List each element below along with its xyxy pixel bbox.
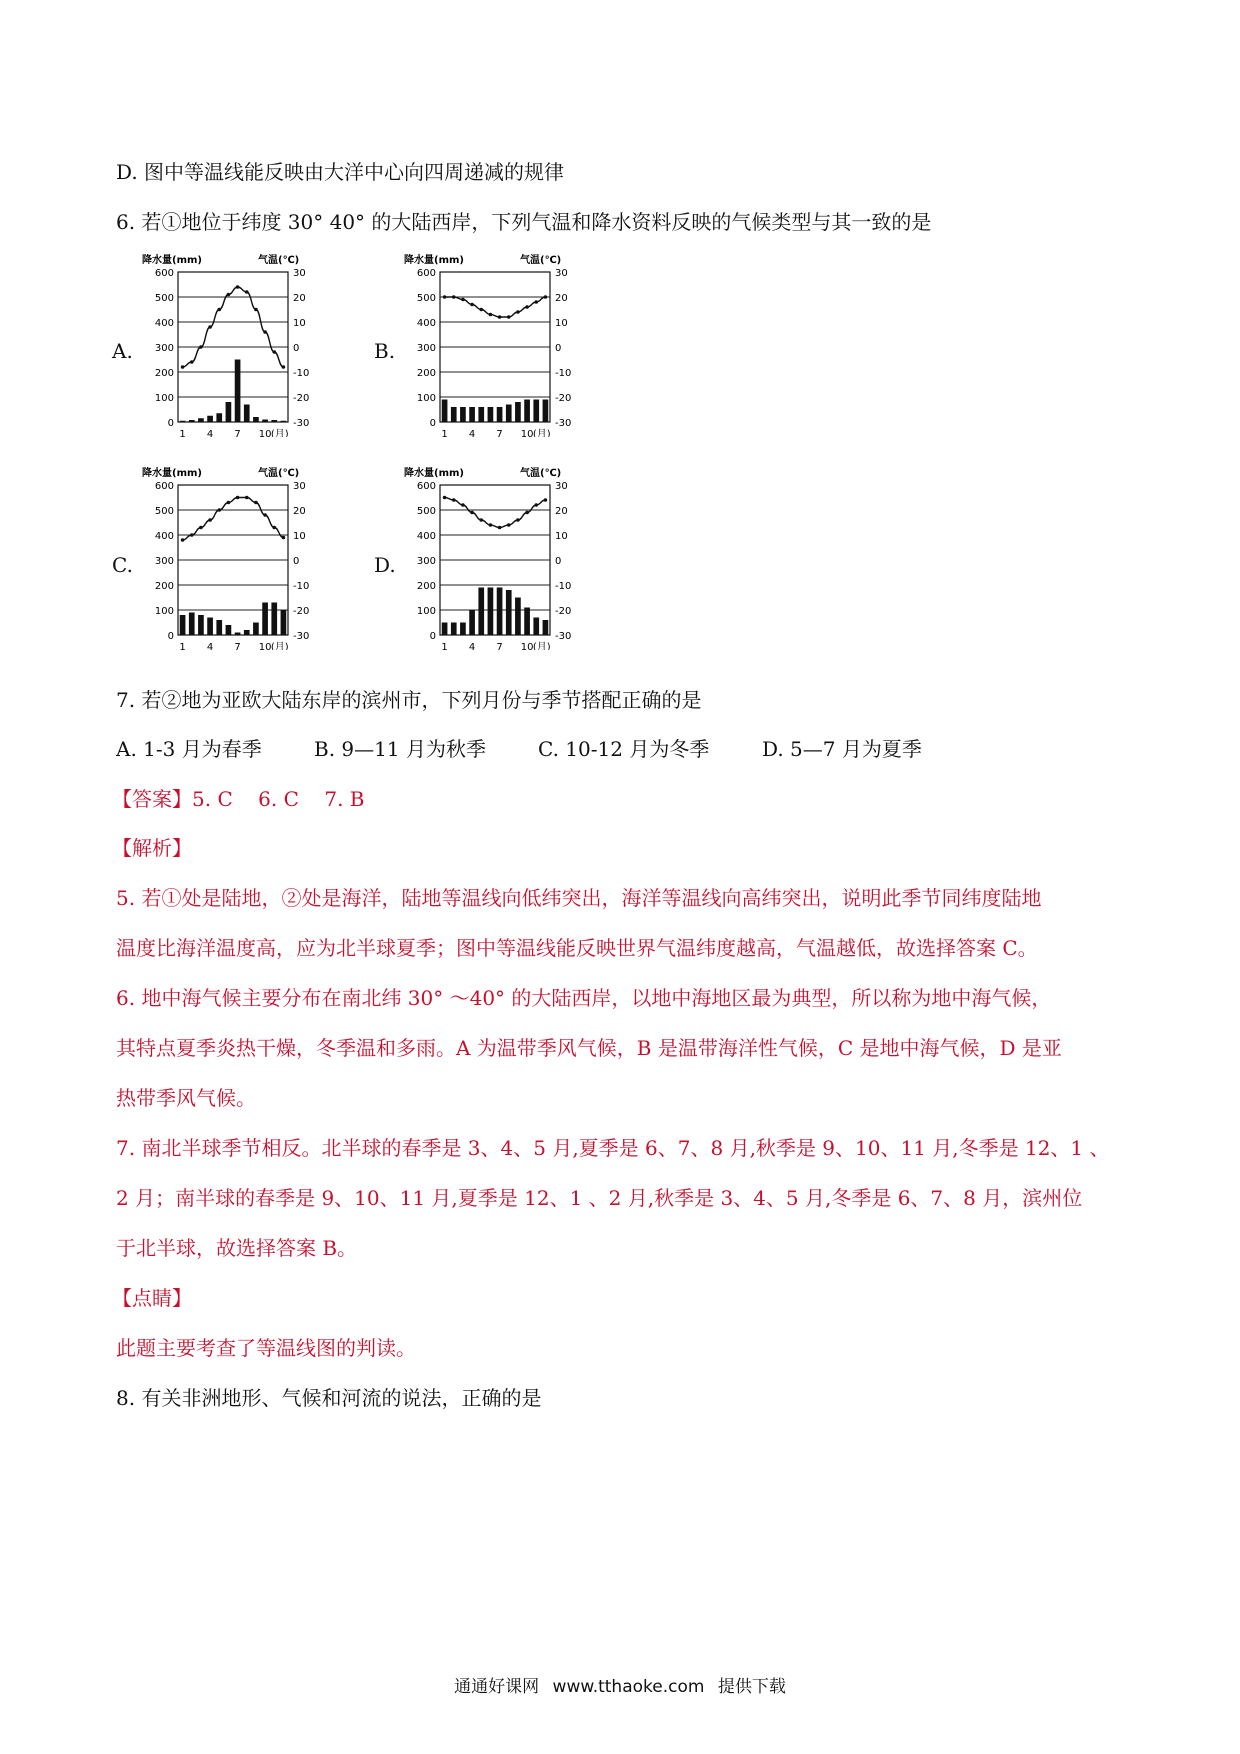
month-tick-label: 4 — [468, 642, 476, 650]
answer-line: 【答案】5. C 6. C 7. B — [112, 787, 365, 811]
month-tick-label: 10 — [520, 429, 534, 437]
precipitation-bar — [271, 420, 277, 422]
temperature-tick-label: 0 — [293, 343, 300, 354]
temperature-point — [263, 330, 267, 334]
temperature-point — [181, 365, 185, 369]
temperature-point — [544, 295, 548, 299]
page-footer — [0, 1672, 1240, 1697]
temperature-point — [282, 536, 286, 540]
precipitation-tick-label: 600 — [416, 268, 436, 279]
temperature-point — [190, 533, 194, 537]
temperature-point — [272, 350, 276, 354]
temperature-point — [443, 295, 447, 299]
precipitation-tick-label: 0 — [167, 631, 174, 642]
temperature-point — [516, 518, 520, 522]
temperature-tick-label: 30 — [293, 481, 306, 492]
month-tick-label: 4 — [206, 642, 214, 650]
q7-option-a: A. 1-3 月为春季 — [116, 737, 262, 761]
temperature-tick-label: 30 — [555, 268, 568, 279]
temperature-tick-label: 20 — [555, 506, 568, 517]
temperature-point — [461, 298, 465, 302]
month-tick-label: 7 — [496, 642, 503, 650]
footer-suffix: 提供下载 — [717, 1677, 786, 1697]
temperature-point — [461, 503, 465, 507]
temperature-point — [489, 523, 493, 527]
month-tick-label: 1 — [441, 429, 448, 437]
precipitation-bar — [189, 613, 195, 636]
precipitation-bar — [189, 420, 195, 422]
precipitation-bar — [543, 620, 549, 635]
precipitation-axis-title: 降水量(mm) — [142, 255, 202, 266]
month-unit-label: (月) — [532, 429, 551, 437]
precipitation-bar — [451, 407, 457, 422]
temperature-point — [217, 308, 221, 312]
month-tick-label: 10 — [258, 429, 272, 437]
precipitation-tick-label: 0 — [429, 418, 436, 429]
temperature-curve — [183, 287, 284, 367]
precipitation-tick-label: 200 — [154, 368, 174, 379]
temperature-point — [507, 315, 511, 319]
precipitation-bar — [497, 407, 503, 422]
temperature-tick-label: -10 — [555, 581, 572, 592]
precipitation-bar — [488, 588, 494, 636]
precipitation-axis-title: 降水量(mm) — [142, 468, 202, 479]
precipitation-bar — [235, 633, 241, 636]
precipitation-tick-label: 400 — [154, 318, 174, 329]
precipitation-bar — [488, 407, 494, 422]
temperature-tick-label: -20 — [293, 393, 310, 404]
temperature-tick-label: -10 — [293, 581, 310, 592]
month-tick-label: 10 — [258, 642, 272, 650]
precipitation-tick-label: 300 — [154, 343, 174, 354]
temperature-tick-label: -30 — [555, 631, 572, 642]
precipitation-tick-label: 0 — [429, 631, 436, 642]
temperature-tick-label: -30 — [555, 418, 572, 429]
q6-label-c: C. — [112, 553, 133, 577]
temperature-tick-label: 20 — [555, 293, 568, 304]
temperature-point — [507, 523, 511, 527]
precipitation-bar — [506, 405, 512, 423]
precipitation-bar — [271, 603, 277, 636]
month-tick-label: 1 — [179, 429, 186, 437]
precipitation-bar — [216, 413, 222, 422]
temperature-point — [498, 526, 502, 530]
temperature-point — [199, 526, 203, 530]
precipitation-tick-label: 500 — [416, 506, 436, 517]
month-unit-label: (月) — [532, 642, 551, 650]
q7-stem: 7. 若②地为亚欧大陆东岸的滨州市，下列月份与季节搭配正确的是 — [116, 688, 702, 712]
q7-option-c: C. 10-12 月为冬季 — [538, 737, 710, 761]
temperature-point — [443, 496, 447, 500]
month-unit-label: (月) — [270, 642, 289, 650]
precipitation-bar — [442, 400, 448, 423]
temperature-point — [525, 305, 529, 309]
month-tick-label: 4 — [206, 429, 214, 437]
precipitation-bar — [469, 610, 475, 635]
month-tick-label: 1 — [441, 642, 448, 650]
temperature-tick-label: 10 — [555, 318, 568, 329]
footer-url: www.tthaoke.com — [552, 1677, 705, 1697]
precipitation-bar — [253, 623, 259, 636]
temperature-tick-label: -30 — [293, 631, 310, 642]
precipitation-bar — [198, 615, 204, 635]
precipitation-tick-label: 300 — [154, 556, 174, 567]
precipitation-bar — [198, 418, 204, 422]
precipitation-bar — [180, 421, 186, 422]
precipitation-bar — [226, 402, 232, 422]
precipitation-tick-label: 500 — [154, 506, 174, 517]
precipitation-bar — [533, 618, 539, 636]
footer-site: 通通好课网 — [454, 1677, 540, 1697]
precipitation-bar — [478, 588, 484, 636]
analysis-line: 6. 地中海气候主要分布在南北纬 30° ～40° 的大陆西岸，以地中海地区最为典型，所以称为地中海气候， — [116, 986, 1052, 1010]
temperature-point — [190, 360, 194, 364]
climate-chart-d — [402, 465, 602, 654]
precipitation-tick-label: 600 — [154, 481, 174, 492]
analysis-line: 2 月；南半球的春季是 9、10、11 月,夏季是 12、1 、2 月,秋季是 3、4、5 月,冬季是 6、7、8 月，滨州位 — [116, 1186, 1083, 1210]
precipitation-bar — [262, 603, 268, 636]
month-tick-label: 4 — [468, 429, 476, 437]
precipitation-bar — [207, 618, 213, 636]
temperature-tick-label: 20 — [293, 506, 306, 517]
temperature-tick-label: -20 — [293, 606, 310, 617]
temperature-point — [452, 295, 456, 299]
comment-heading: 【点睛】 — [112, 1286, 192, 1310]
temperature-point — [208, 518, 212, 522]
precipitation-bar — [253, 417, 259, 422]
temperature-curve — [445, 498, 546, 528]
precipitation-bar — [244, 630, 250, 635]
precipitation-tick-label: 500 — [416, 293, 436, 304]
precipitation-tick-label: 200 — [154, 581, 174, 592]
temperature-point — [236, 496, 240, 500]
temperature-point — [208, 325, 212, 329]
precipitation-bar — [478, 407, 484, 422]
analysis-heading: 【解析】 — [112, 836, 192, 860]
precipitation-axis-title: 降水量(mm) — [404, 468, 464, 479]
temperature-point — [489, 313, 493, 317]
precipitation-tick-label: 400 — [154, 531, 174, 542]
climate-chart-c — [140, 465, 340, 654]
climate-chart-b — [402, 252, 602, 441]
temperature-point — [272, 526, 276, 530]
temperature-tick-label: 20 — [293, 293, 306, 304]
precipitation-bar — [524, 400, 530, 423]
temperature-tick-label: -20 — [555, 393, 572, 404]
precipitation-bar — [506, 590, 512, 635]
month-tick-label: 7 — [496, 429, 503, 437]
precipitation-bar — [460, 623, 466, 636]
temperature-tick-label: 10 — [293, 318, 306, 329]
temperature-tick-label: 0 — [555, 343, 562, 354]
precipitation-bar — [515, 402, 521, 422]
temperature-axis-title: 气温(℃) — [258, 468, 300, 479]
temperature-tick-label: -10 — [555, 368, 572, 379]
temperature-point — [534, 300, 538, 304]
q5-option-d: D. 图中等温线能反映由大洋中心向四周递减的规律 — [116, 160, 565, 184]
precipitation-bar — [524, 608, 530, 636]
analysis-line: 于北半球，故选择答案 B。 — [116, 1236, 358, 1260]
temperature-tick-label: 0 — [293, 556, 300, 567]
month-unit-label: (月) — [270, 429, 289, 437]
month-tick-label: 10 — [520, 642, 534, 650]
temperature-axis-title: 气温(℃) — [258, 255, 300, 266]
precipitation-bar — [226, 625, 232, 635]
temperature-tick-label: -20 — [555, 606, 572, 617]
precipitation-bar — [207, 416, 213, 422]
climate-chart-a — [140, 252, 340, 441]
temperature-point — [534, 503, 538, 507]
temperature-curve — [183, 498, 284, 541]
temperature-point — [181, 538, 185, 542]
temperature-point — [498, 315, 502, 319]
precipitation-bar — [235, 360, 241, 423]
temperature-point — [254, 308, 258, 312]
temperature-point — [236, 285, 240, 289]
temperature-tick-label: 30 — [555, 481, 568, 492]
precipitation-bar — [180, 615, 186, 635]
temperature-point — [470, 511, 474, 515]
q6-label-a: A. — [112, 339, 133, 363]
temperature-point — [199, 345, 203, 349]
precipitation-bar — [244, 405, 250, 423]
month-tick-label: 7 — [234, 429, 241, 437]
precipitation-tick-label: 300 — [416, 343, 436, 354]
month-tick-label: 1 — [179, 642, 186, 650]
precipitation-tick-label: 100 — [154, 393, 174, 404]
temperature-tick-label: -30 — [293, 418, 310, 429]
temperature-point — [227, 501, 231, 505]
precipitation-tick-label: 400 — [416, 531, 436, 542]
temperature-point — [263, 513, 267, 517]
q7-option-d: D. 5—7 月为夏季 — [762, 737, 922, 761]
precipitation-tick-label: 300 — [416, 556, 436, 567]
temperature-point — [282, 365, 286, 369]
temperature-point — [227, 293, 231, 297]
temperature-tick-label: 10 — [555, 531, 568, 542]
temperature-point — [470, 303, 474, 307]
analysis-line: 温度比海洋温度高，应为北半球夏季；图中等温线能反映世界气温纬度越高，气温越低，故选择答案 C。 — [116, 936, 1038, 960]
q6-stem: 6. 若①地位于纬度 30° 40° 的大陆西岸，下列气温和降水资料反映的气候类型与其一致的是 — [116, 210, 932, 234]
temperature-point — [544, 498, 548, 502]
precipitation-bar — [543, 400, 549, 423]
precipitation-bar — [451, 623, 457, 636]
precipitation-tick-label: 0 — [167, 418, 174, 429]
temperature-axis-title: 气温(℃) — [520, 255, 562, 266]
q6-label-d: D. — [374, 553, 396, 577]
temperature-tick-label: 10 — [293, 531, 306, 542]
precipitation-axis-title: 降水量(mm) — [404, 255, 464, 266]
temperature-point — [525, 511, 529, 515]
temperature-point — [245, 290, 249, 294]
precipitation-bar — [442, 623, 448, 636]
precipitation-tick-label: 600 — [416, 481, 436, 492]
precipitation-bar — [281, 610, 287, 635]
temperature-point — [245, 496, 249, 500]
temperature-tick-label: -10 — [293, 368, 310, 379]
temperature-point — [479, 518, 483, 522]
analysis-line: 7. 南北半球季节相反。北半球的春季是 3、4、5 月,夏季是 6、7、8 月,秋季是 9、10、11 月,冬季是 12、1 、 — [116, 1136, 1110, 1160]
temperature-curve — [445, 297, 546, 317]
precipitation-bar — [497, 588, 503, 636]
analysis-line: 热带季风气候。 — [116, 1086, 256, 1110]
analysis-line: 其特点夏季炎热干燥，冬季温和多雨。A 为温带季风气候，B 是温带海洋性气候，C 是地中海气候，D 是亚 — [116, 1036, 1062, 1060]
temperature-axis-title: 气温(℃) — [520, 468, 562, 479]
precipitation-tick-label: 200 — [416, 581, 436, 592]
precipitation-tick-label: 100 — [416, 393, 436, 404]
temperature-tick-label: 30 — [293, 268, 306, 279]
precipitation-tick-label: 100 — [154, 606, 174, 617]
temperature-point — [254, 501, 258, 505]
temperature-point — [452, 498, 456, 502]
analysis-line: 5. 若①处是陆地，②处是海洋，陆地等温线向低纬突出，海洋等温线向高纬突出，说明此季节同纬度陆地 — [116, 886, 1042, 910]
temperature-point — [479, 308, 483, 312]
comment-text: 此题主要考查了等温线图的判读。 — [116, 1336, 416, 1360]
q8-stem: 8. 有关非洲地形、气候和河流的说法，正确的是 — [116, 1386, 542, 1410]
precipitation-bar — [281, 421, 287, 422]
precipitation-tick-label: 200 — [416, 368, 436, 379]
q6-label-b: B. — [374, 339, 396, 363]
precipitation-bar — [216, 620, 222, 635]
precipitation-bar — [515, 598, 521, 636]
precipitation-tick-label: 100 — [416, 606, 436, 617]
temperature-point — [516, 310, 520, 314]
temperature-point — [217, 508, 221, 512]
precipitation-tick-label: 500 — [154, 293, 174, 304]
precipitation-bar — [533, 400, 539, 423]
q7-option-b: B. 9—11 月为秋季 — [314, 737, 486, 761]
precipitation-bar — [262, 420, 268, 423]
month-tick-label: 7 — [234, 642, 241, 650]
precipitation-bar — [460, 407, 466, 422]
precipitation-tick-label: 400 — [416, 318, 436, 329]
precipitation-tick-label: 600 — [154, 268, 174, 279]
temperature-tick-label: 0 — [555, 556, 562, 567]
precipitation-bar — [469, 407, 475, 422]
